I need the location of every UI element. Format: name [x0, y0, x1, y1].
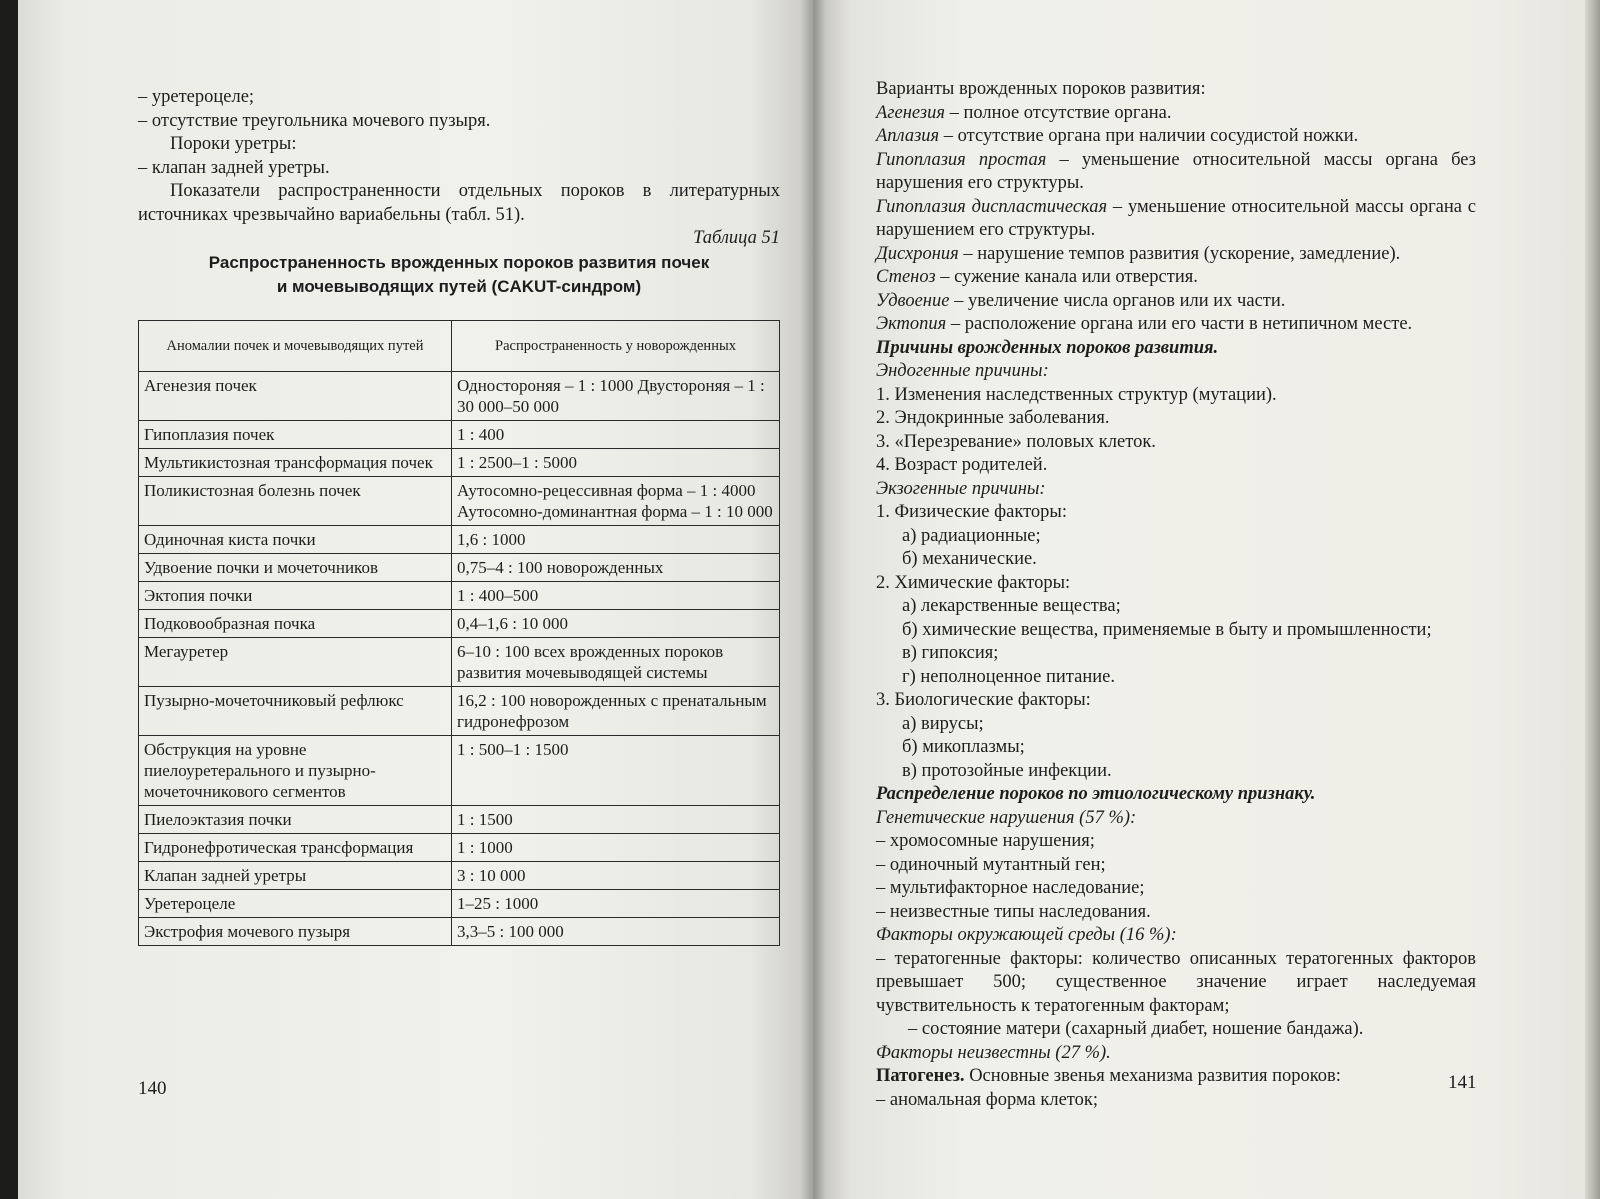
- list-item: б) механические.: [902, 549, 1037, 569]
- list-item: – уретероцеле;: [138, 87, 255, 107]
- prevalence-paragraph: Показатели распространенности отдельных пороков в литературных источниках чрезвычайно вариабельны (табл. 51).: [138, 181, 780, 225]
- definition: [876, 196, 1476, 243]
- left-top-text: [138, 86, 780, 299]
- definition-term: Стеноз: [876, 267, 936, 287]
- list-item: б) химические вещества, применяемые в быту и промышленности;: [902, 619, 1432, 640]
- table-row: [139, 806, 780, 834]
- list-item: – неизвестные типы наследования.: [876, 901, 1151, 922]
- prevalence-cell: Аутосомно-рецессивная форма – 1 : 4000 Аутосомно-доминантная форма – 1 : 10 000: [452, 477, 780, 526]
- table-row: [139, 449, 780, 477]
- definition-text: – увеличение числа органов или их части.: [949, 290, 1286, 311]
- causes-heading: Причины врожденных пороков развития.: [876, 337, 1219, 358]
- definition: [876, 266, 1476, 290]
- list-item: – отсутствие треугольника мочевого пузыря.: [138, 110, 491, 131]
- definition-term: Гипоплазия простая: [876, 149, 1047, 170]
- definition: [876, 125, 1476, 149]
- definition-text: – уменьшение относительной массы органа с нарушением его структуры.: [876, 196, 1477, 240]
- genetic-heading: Генетические нарушения (57 %):: [876, 807, 1137, 828]
- list-item: 3. «Перезревание» половых клеток.: [876, 431, 1156, 452]
- list-item: 2. Химические факторы:: [876, 572, 1071, 593]
- list-item: в) протозойные инфекции.: [902, 760, 1112, 781]
- prevalence-cell: 16,2 : 100 новорожденных с пренатальным гидронефрозом: [452, 687, 780, 736]
- table-row: [139, 862, 780, 890]
- anomaly-cell: Пиелоэктазия почки: [139, 806, 452, 834]
- pathogenesis-text: Основные звенья механизма развития пороков:: [964, 1066, 1341, 1086]
- definition-term: Удвоение: [876, 290, 950, 311]
- table-row: [139, 421, 780, 449]
- anomaly-cell: Экстрофия мочевого пузыря: [139, 918, 452, 946]
- pathogenesis-term: Патогенез.: [876, 1066, 965, 1086]
- page-edge: [1585, 0, 1600, 1199]
- definition-text: – расположение органа или его части в нетипичном месте.: [946, 314, 1413, 334]
- table-row: [139, 582, 780, 610]
- genetic-list: [876, 830, 1476, 924]
- prevalence-cell: 6–10 : 100 всех врожденных пороков развития мочевыводящей системы: [452, 638, 780, 687]
- list-item: а) радиационные;: [902, 525, 1041, 546]
- header-anomaly: Аномалии почек и мочевыводящих путей: [139, 321, 452, 372]
- prevalence-cell: 1 : 500–1 : 1500: [452, 736, 780, 806]
- table-row: [139, 638, 780, 687]
- exogenous-list: [876, 501, 1476, 783]
- anomaly-cell: Гидронефротическая трансформация: [139, 834, 452, 862]
- list-item: – клапан задней уретры.: [138, 157, 330, 178]
- definition-text: – сужение канала или отверстия.: [935, 267, 1198, 287]
- definition-term: Гипоплазия диспластическая: [876, 196, 1108, 217]
- list-item: 1. Физические факторы:: [876, 502, 1067, 522]
- variants-heading: Варианты врожденных пороков развития:: [876, 79, 1206, 99]
- definition-text: – полное отсутствие органа.: [944, 102, 1172, 123]
- definition-text: – уменьшение относительной массы органа без нарушения его структуры.: [876, 149, 1476, 193]
- endogenous-list: [876, 384, 1476, 478]
- table-row: [139, 554, 780, 582]
- definition: [876, 102, 1476, 126]
- definition: [876, 290, 1476, 314]
- distribution-heading: Распределение пороков по этиологическому признаку.: [876, 784, 1316, 804]
- list-item: 3. Биологические факторы:: [876, 690, 1091, 710]
- list-item: г) неполноценное питание.: [902, 666, 1115, 687]
- right-text: [876, 78, 1476, 1112]
- anomaly-cell: Подковообразная почка: [139, 610, 452, 638]
- table-title: Распространенность врожденных пороков развития почек и мочевыводящих путей (CAKUT-синдром): [208, 252, 710, 296]
- endogenous-heading: Эндогенные причины:: [876, 361, 1049, 381]
- anomaly-cell: Эктопия почки: [139, 582, 452, 610]
- prevalence-cell: 0,75–4 : 100 новорожденных: [452, 554, 780, 582]
- prevalence-cell: 1 : 1000: [452, 834, 780, 862]
- prevalence-cell: 3 : 10 000: [452, 862, 780, 890]
- definitions-list: [876, 102, 1476, 337]
- list-item: в) гипоксия;: [902, 643, 999, 663]
- environment-item: – состояние матери (сахарный диабет, ношение бандажа).: [908, 1019, 1364, 1039]
- pathogenesis-line: [876, 1065, 1476, 1089]
- table-header-row: [139, 321, 780, 372]
- list-item: – мультифакторное наследование;: [876, 878, 1145, 898]
- book-gutter: [800, 0, 826, 1199]
- list-item: 4. Возраст родителей.: [876, 455, 1048, 475]
- anomaly-cell: Одиночная киста почки: [139, 526, 452, 554]
- anomaly-cell: Обструкция на уровне пиелоуретерального и пузырно-мочеточникового сегментов: [139, 736, 452, 806]
- definition-term: Аплазия: [876, 126, 940, 146]
- prevalence-cell: 1–25 : 1000: [452, 890, 780, 918]
- unknown-heading: Факторы неизвестны (27 %).: [876, 1042, 1111, 1063]
- page-number-left: 140: [138, 1078, 167, 1099]
- table-row: [139, 526, 780, 554]
- list-item: а) вирусы;: [902, 713, 984, 734]
- prevalence-cell: 0,4–1,6 : 10 000: [452, 610, 780, 638]
- list-item: а) лекарственные вещества;: [902, 596, 1121, 616]
- prevalence-cell: 1 : 2500–1 : 5000: [452, 449, 780, 477]
- anomaly-cell: Поликистозная болезнь почек: [139, 477, 452, 526]
- anomaly-cell: Уретероцеле: [139, 890, 452, 918]
- definition: [876, 313, 1476, 337]
- anomaly-cell: Пузырно-мочеточниковый рефлюкс: [139, 687, 452, 736]
- prevalence-cell: 3,3–5 : 100 000: [452, 918, 780, 946]
- table-row: [139, 687, 780, 736]
- definition: [876, 243, 1476, 267]
- environment-heading: Факторы окружающей среды (16 %):: [876, 925, 1177, 945]
- environment-item: – тератогенные факторы: количество описанных тератогенных факторов превышает 500; существенное значение играет наследуемая чувствительность к тератогенным факторам;: [876, 948, 1476, 1016]
- table-row: [139, 834, 780, 862]
- table-row: [139, 477, 780, 526]
- table-label: Таблица 51: [693, 228, 780, 248]
- urethra-heading: Пороки уретры:: [170, 134, 297, 154]
- prevalence-cell: 1 : 1500: [452, 806, 780, 834]
- definition: [876, 149, 1476, 196]
- anomaly-cell: Мультикистозная трансформация почек: [139, 449, 452, 477]
- table-row: [139, 918, 780, 946]
- table-row: [139, 372, 780, 421]
- page-number-right: 141: [1448, 1072, 1477, 1093]
- anomaly-cell: Гипоплазия почек: [139, 421, 452, 449]
- anomaly-cell: Клапан задней уретры: [139, 862, 452, 890]
- anomaly-cell: Мегауретер: [139, 638, 452, 687]
- definition-text: – отсутствие органа при наличии сосудистой ножки.: [939, 126, 1359, 146]
- list-item: – аномальная форма клеток;: [876, 1089, 1099, 1110]
- list-item: 2. Эндокринные заболевания.: [876, 408, 1110, 428]
- anomaly-cell: Агенезия почек: [139, 372, 452, 421]
- anomaly-cell: Удвоение почки и мочеточников: [139, 554, 452, 582]
- list-item: – хромосомные нарушения;: [876, 831, 1095, 851]
- definition-term: Эктопия: [876, 314, 947, 334]
- table-row: [139, 610, 780, 638]
- prevalence-cell: Одностороняя – 1 : 1000 Двустороняя – 1 : 30 000–50 000: [452, 372, 780, 421]
- header-prevalence: Распространенность у новорожденных: [452, 321, 780, 372]
- prevalence-cell: 1,6 : 1000: [452, 526, 780, 554]
- list-item: б) микоплазмы;: [902, 737, 1025, 757]
- prevalence-cell: 1 : 400–500: [452, 582, 780, 610]
- list-item: 1. Изменения наследственных структур (мутации).: [876, 384, 1277, 405]
- definition-text: – нарушение темпов развития (ускорение, замедление).: [958, 243, 1401, 264]
- table-row: [139, 736, 780, 806]
- table-row: [139, 890, 780, 918]
- definition-term: Агенезия: [876, 102, 945, 123]
- exogenous-heading: Экзогенные причины:: [876, 478, 1046, 499]
- prevalence-table: [138, 320, 780, 946]
- definition-term: Дисхрония: [876, 243, 959, 264]
- prevalence-cell: 1 : 400: [452, 421, 780, 449]
- list-item: – одиночный мутантный ген;: [876, 854, 1106, 875]
